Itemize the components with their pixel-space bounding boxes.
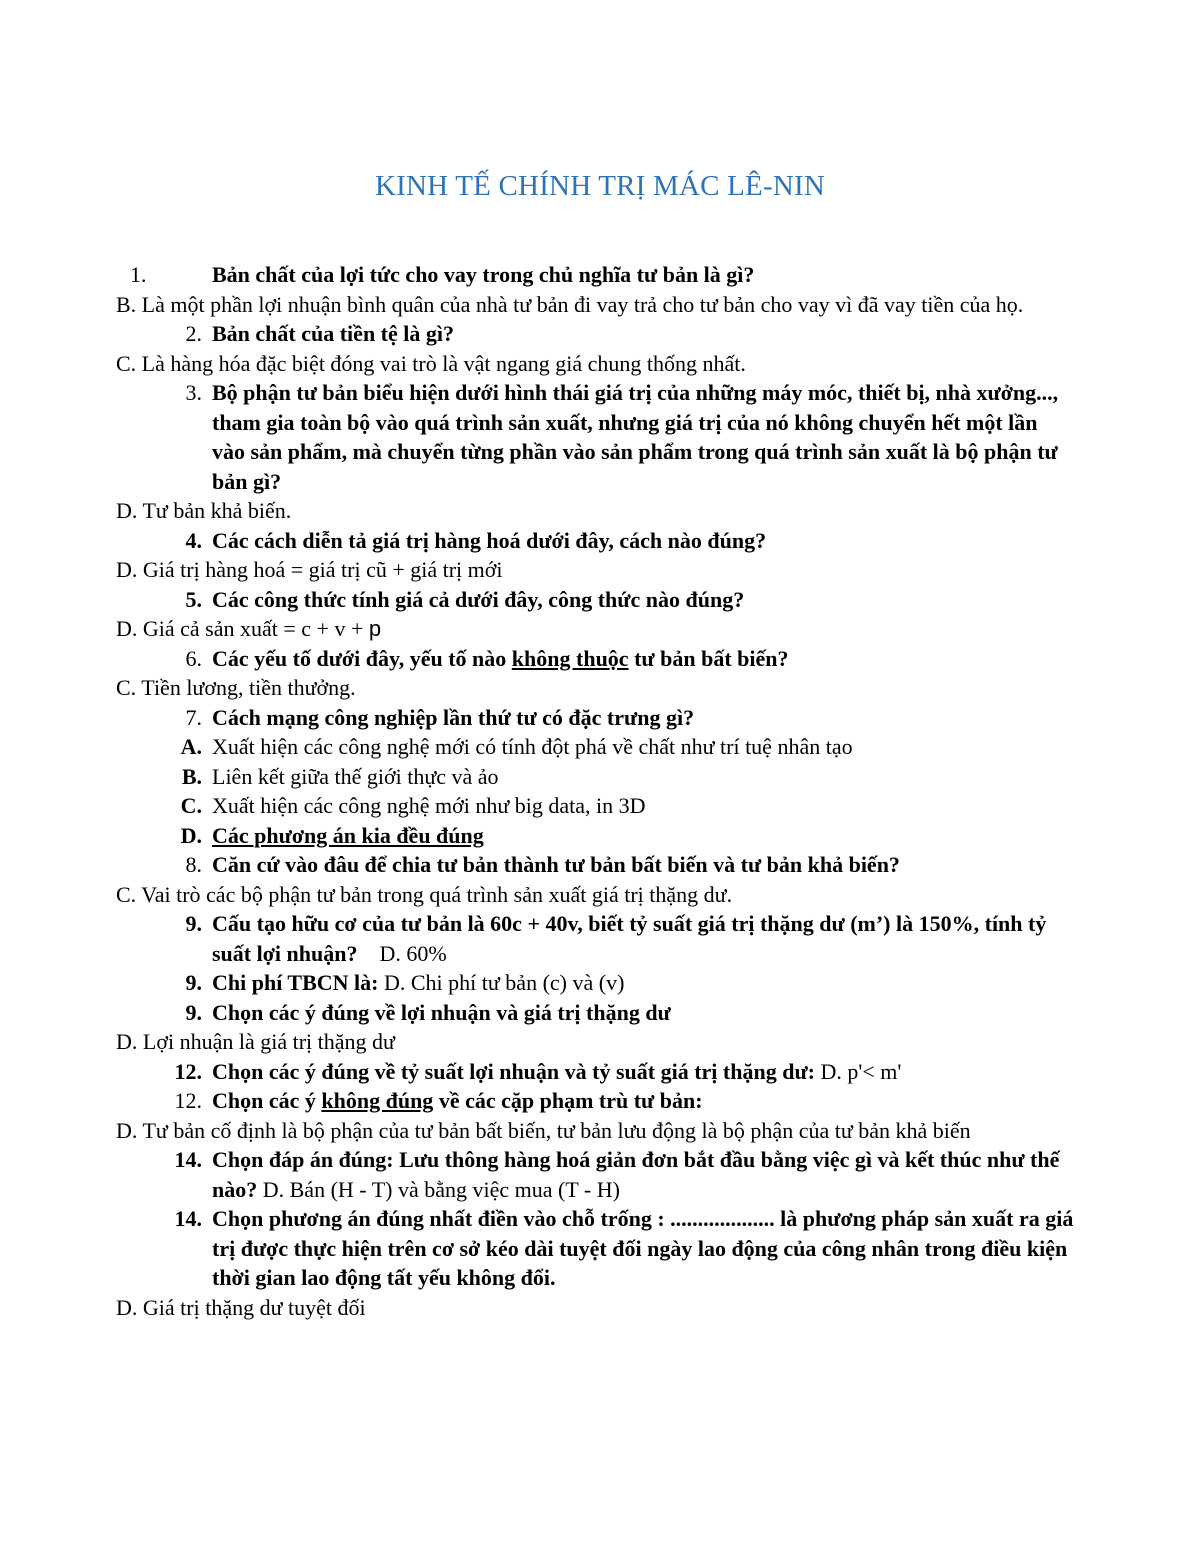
answer-2: C. Là hàng hóa đặc biệt đóng vai trò là vật ngang giá chung thống nhất.: [116, 350, 746, 376]
question-text: Bản chất của lợi tức cho vay trong chủ nghĩa tư bản là gì?: [212, 262, 755, 287]
option-text: Xuất hiện các công nghệ mới có tính đột phá về chất như trí tuệ nhân tạo: [212, 734, 853, 759]
answer-5: [116, 614, 1076, 644]
question-text: Cấu tạo hữu cơ của tư bản là 60c + 40v, biết tỷ suất giá trị thặng dư (m’) là 150%, tính tỷ suất lợi nhuận?: [212, 911, 1047, 966]
question-text: Cách mạng công nghiệp lần thứ tư có đặc trưng gì?: [212, 704, 695, 730]
question-text-part: Các yếu tố dưới đây, yếu tố nào: [212, 645, 512, 671]
question-14a: [116, 1145, 1076, 1204]
question-text: Các cách diễn tả giá trị hàng hoá dưới đây, cách nào đúng?: [212, 527, 767, 553]
inline-answer: D. Bán (H - T) và bằng việc mua (T - H): [262, 1176, 620, 1202]
question-text-part: về các cặp phạm trù tư bản:: [433, 1088, 703, 1113]
question-3: [116, 378, 1076, 496]
question-text: Căn cứ vào đâu để chia tư bản thành tư bản bất biến và tư bản khả biến?: [212, 852, 900, 877]
question-9c: [116, 998, 1076, 1028]
question-text-part: Chọn các ý: [212, 1088, 322, 1113]
option-d: [116, 821, 1076, 851]
option-text: Liên kết giữa thế giới thực và ảo: [212, 763, 499, 789]
question-number: 6.: [185, 645, 202, 671]
question-text: Chọn các ý đúng về lợi nhuận và giá trị thặng dư: [212, 999, 671, 1025]
question-5: [116, 585, 1076, 615]
option-b: [116, 762, 1076, 792]
inline-answer: D. Chi phí tư bản (c) và (v): [383, 970, 625, 995]
question-content: [212, 1057, 1076, 1087]
question-text: Các công thức tính giá cả dưới đây, công thức nào đúng?: [212, 586, 745, 612]
question-8: [116, 850, 1076, 880]
underlined-text: không thuộc: [511, 645, 629, 671]
question-text: Chọn phương án đúng nhất điền vào chỗ trống : ................... là phương pháp sản xuất ra giá trị được thực hiện trên cơ sở kéo dài tuyệt đối ngày lao động của công nhân trong điều kiện thời gian lao động tất yếu không đổi.: [212, 1206, 1074, 1290]
inline-answer: D. 60%: [379, 940, 447, 966]
question-text: [212, 1086, 1076, 1116]
inline-answer: D. p'< m': [820, 1058, 902, 1084]
question-number: 12.: [174, 1088, 202, 1113]
option-c: [116, 791, 1076, 821]
question-number: 9.: [185, 970, 202, 995]
question-content: [212, 1145, 1076, 1204]
option-a: [116, 732, 1076, 762]
question-12b: [116, 1086, 1076, 1116]
question-number: 9.: [185, 911, 202, 936]
option-text: Các phương án kia đều đúng: [212, 822, 484, 848]
document-title: KINH TẾ CHÍNH TRỊ MÁC LÊ-NIN: [375, 170, 825, 202]
option-letter: A.: [180, 734, 202, 759]
question-text: Chọn đáp án đúng: Lưu thông hàng hoá giản đơn bắt đầu bằng việc gì và kết thúc như thế nào?: [212, 1147, 1060, 1202]
option-letter: D.: [180, 822, 202, 848]
question-content: [212, 968, 1076, 998]
question-6: [116, 644, 1076, 674]
answer-4: D. Giá trị hàng hoá = giá trị cũ + giá trị mới: [116, 557, 503, 582]
question-number: 5.: [185, 586, 202, 612]
option-letter: C.: [180, 793, 202, 818]
question-9a: [116, 909, 1076, 968]
question-7: [116, 703, 1076, 733]
question-number: 9.: [185, 999, 202, 1025]
question-text: Chọn các ý đúng về tỷ suất lợi nhuận và tỷ suất giá trị thặng dư:: [212, 1058, 815, 1084]
question-number: 3.: [185, 380, 202, 405]
question-text-part: tư bản bất biến?: [628, 645, 789, 671]
question-number: 8.: [185, 852, 202, 877]
answer-3: D. Tư bản khả biến.: [116, 498, 292, 523]
answer-14b: D. Giá trị thặng dư tuyệt đối: [116, 1294, 366, 1320]
question-text: [212, 644, 1076, 674]
answer-12b: D. Tư bản cố định là bộ phận của tư bản bất biến, tư bản lưu động là bộ phận của tư bản khả biến: [116, 1117, 971, 1143]
formula-p: p: [368, 616, 382, 641]
document-body: [116, 260, 1076, 1322]
question-number: 14.: [174, 1147, 202, 1172]
question-12a: [116, 1057, 1076, 1087]
answer-8: C. Vai trò các bộ phận tư bản trong quá trình sản xuất giá trị thặng dư.: [116, 881, 733, 907]
question-9b: [116, 968, 1076, 998]
option-letter: B.: [181, 763, 202, 789]
question-number: 7.: [185, 704, 202, 730]
answer-text: D. Giá cả sản xuất = c + v +: [116, 616, 369, 641]
underlined-text: không đúng: [321, 1088, 434, 1113]
question-number: 2.: [185, 321, 202, 346]
option-text: Xuất hiện các công nghệ mới như big data, in 3D: [212, 793, 646, 818]
question-number: 14.: [174, 1206, 202, 1231]
question-text: Chi phí TBCN là:: [212, 970, 379, 995]
question-4: [116, 526, 1076, 556]
question-text: Bộ phận tư bản biểu hiện dưới hình thái giá trị của những máy móc, thiết bị, nhà xưởng..., tham gia toàn bộ vào quá trình sản xuất, nhưng giá trị của nó không chuyển hết một lần vào sản phẩm, mà chuyển từng phần vào sản phẩm trong quá trình sản xuất là bộ phận tư bản gì?: [212, 380, 1059, 494]
question-number: 12.: [174, 1058, 202, 1084]
question-14b: [116, 1204, 1076, 1293]
answer-6: C. Tiền lương, tiền thưởng.: [116, 675, 356, 700]
question-2: [116, 319, 1076, 349]
answer-9c: D. Lợi nhuận là giá trị thặng dư: [116, 1029, 395, 1054]
question-number: 1.: [130, 262, 147, 287]
answer-1: B. Là một phần lợi nhuận bình quân của nhà tư bản đi vay trả cho tư bản cho vay vì đã vay tiền của họ.: [116, 291, 1024, 317]
question-content: [212, 909, 1076, 968]
question-number: 4.: [185, 527, 202, 553]
question-text: Bản chất của tiền tệ là gì?: [212, 321, 454, 346]
question-1: [116, 260, 1076, 290]
